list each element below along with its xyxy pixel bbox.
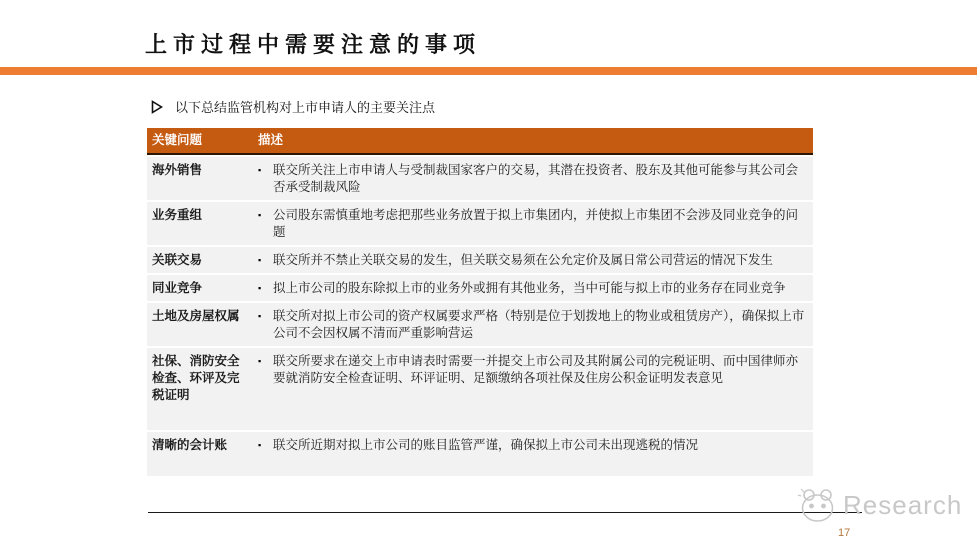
issue-cell: 社保、消防安全检查、环评及完税证明 <box>152 354 240 402</box>
table-header-row <box>147 128 813 155</box>
table-row <box>147 157 813 200</box>
square-bullet-icon: ▪ <box>258 165 262 175</box>
table-row <box>147 247 813 273</box>
table-row <box>147 275 813 301</box>
description-text: 联交所要求在递交上市申请表时需要一并提交上市公司及其附属公司的完税证明、而中国律师亦要就消防安全检查证明、环评证明、足额缴纳各项社保及住房公积金证明发表意见 <box>273 354 799 385</box>
table-row <box>147 348 813 430</box>
description-cell <box>258 207 807 241</box>
description-text: 公司股东需慎重地考虑把那些业务放置于拟上市集团内，并使拟上市集团不会涉及同业竞争的问题 <box>273 208 799 239</box>
table-row <box>147 303 813 346</box>
issue-cell: 关联交易 <box>152 253 203 267</box>
page-title: 上市过程中需要注意的事项 <box>145 32 482 58</box>
arrowhead-bullet-icon <box>151 100 163 114</box>
key-issues-table <box>147 128 813 476</box>
table-body <box>147 157 813 476</box>
table-row <box>147 202 813 245</box>
issue-cell: 土地及房屋权属 <box>152 309 240 323</box>
table-row <box>147 432 813 476</box>
square-bullet-icon: ▪ <box>258 210 262 220</box>
column-header-issue: 关键问题 <box>152 133 203 147</box>
description-cell <box>258 353 807 404</box>
description-cell <box>258 252 807 269</box>
issue-cell: 业务重组 <box>152 208 203 222</box>
description-text: 联交所并不禁止关联交易的发生，但关联交易须在公允定价及属日常公司营运的情况下发生 <box>273 253 774 267</box>
description-cell <box>258 308 807 342</box>
square-bullet-icon: ▪ <box>258 311 262 321</box>
description-cell <box>258 280 807 297</box>
footer-divider-line <box>148 512 862 513</box>
title-divider-bar <box>0 67 977 75</box>
watermark-text: Research <box>843 490 963 520</box>
page-number: 17 <box>838 527 851 539</box>
panda-logo-icon <box>797 486 839 524</box>
issue-cell: 同业竞争 <box>152 281 203 295</box>
description-text: 拟上市公司的股东除拟上市的业务外或拥有其他业务，当中可能与拟上市的业务存在同业竞争 <box>273 281 786 295</box>
description-text: 联交所关注上市申请人与受制裁国家客户的交易，其潜在投资者、股东及其他可能参与其公司会否承受制裁风险 <box>273 163 799 194</box>
square-bullet-icon: ▪ <box>258 356 262 366</box>
description-cell <box>258 437 807 454</box>
intro-bullet-line <box>151 97 435 116</box>
research-watermark <box>797 486 962 524</box>
description-cell <box>258 162 807 196</box>
issue-cell: 清晰的会计账 <box>152 438 228 452</box>
square-bullet-icon: ▪ <box>258 255 262 265</box>
description-text: 联交所对拟上市公司的资产权属要求严格（特别是位于划拨地上的物业或租赁房产），确保拟上市公司不会因权属不清而严重影响营运 <box>273 309 805 340</box>
square-bullet-icon: ▪ <box>258 440 262 450</box>
intro-text: 以下总结监管机构对上市申请人的主要关注点 <box>175 100 436 115</box>
issue-cell: 海外销售 <box>152 163 203 177</box>
description-text: 联交所近期对拟上市公司的账目监管严谨，确保拟上市公司未出现逃税的情况 <box>273 438 699 452</box>
column-header-description: 描述 <box>258 133 284 147</box>
square-bullet-icon: ▪ <box>258 283 262 293</box>
